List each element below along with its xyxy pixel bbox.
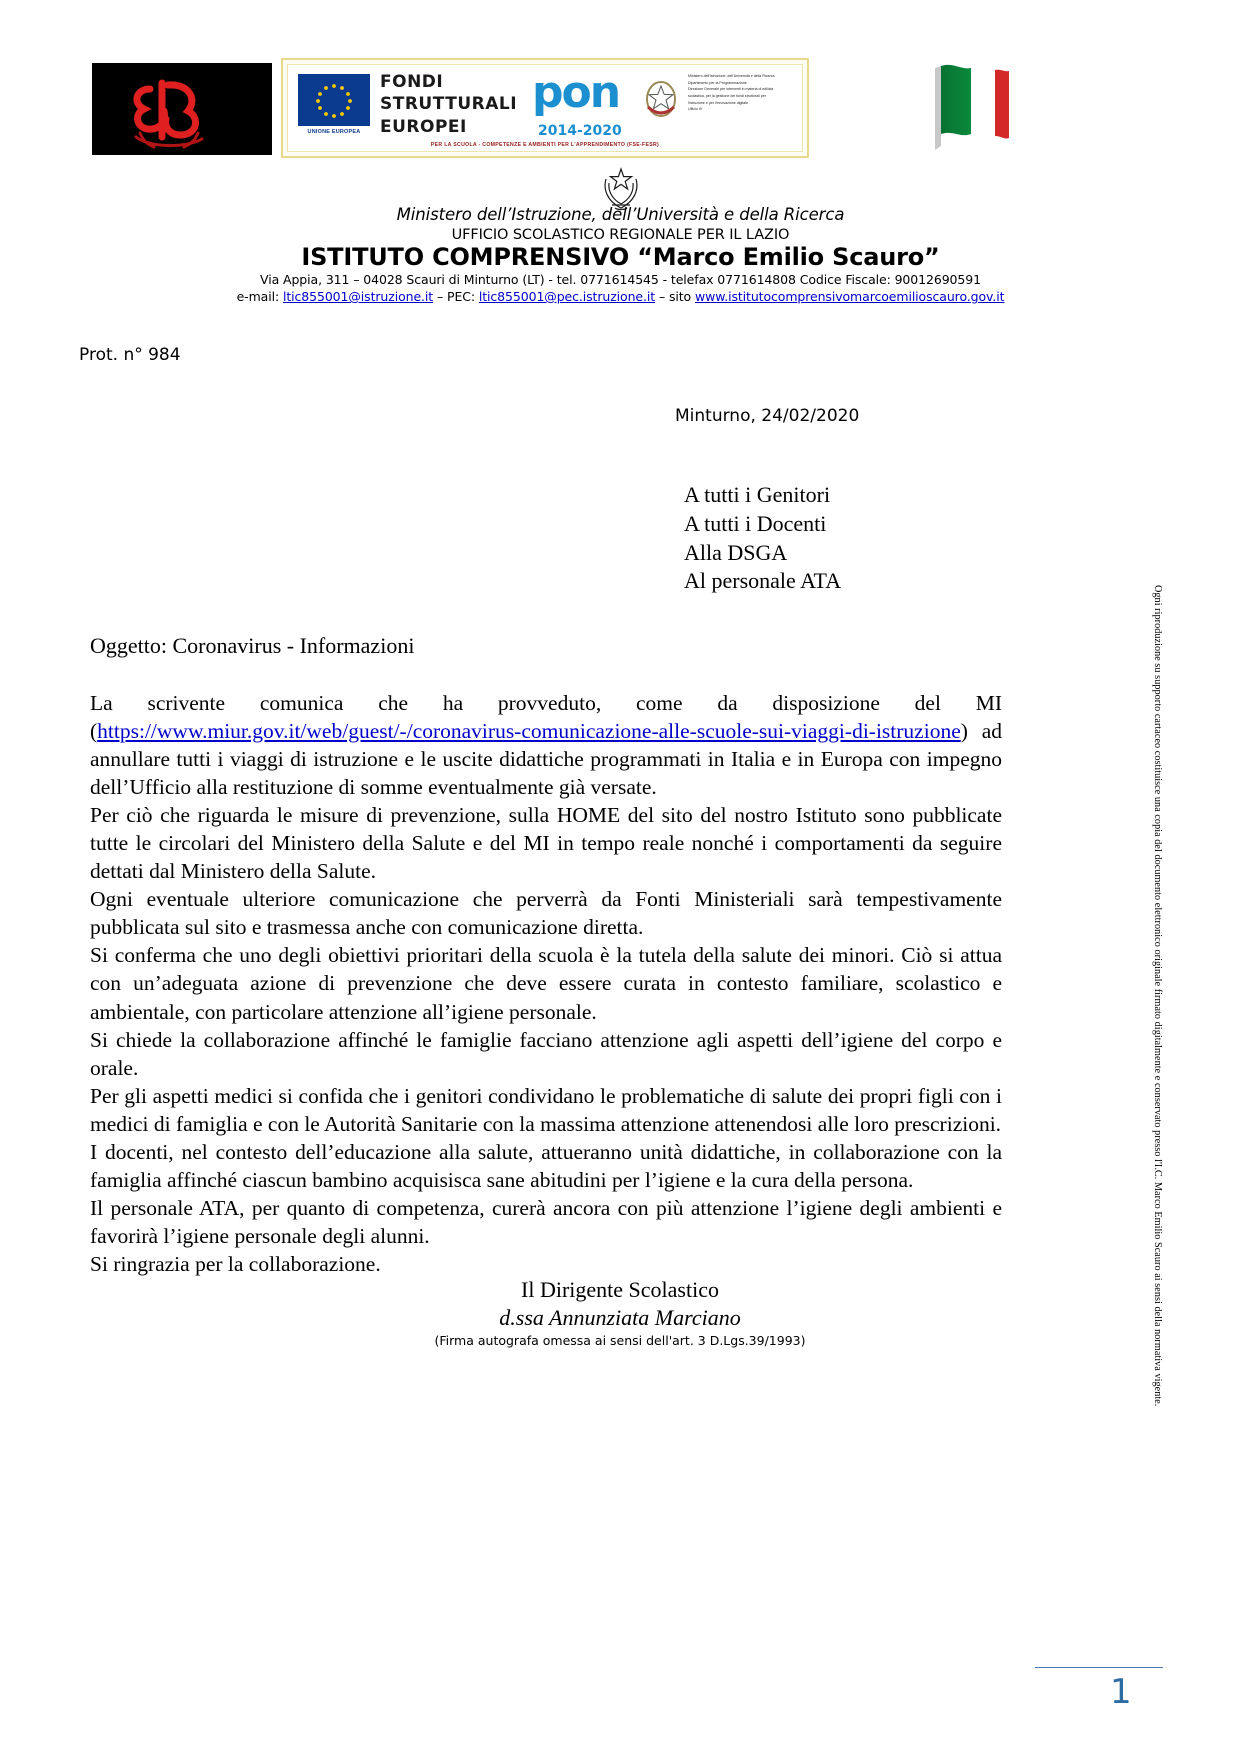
signature-role: Il Dirigente Scolastico xyxy=(521,1277,719,1302)
pec-label: PEC: xyxy=(447,289,475,304)
paragraph-1-paren-open: ( xyxy=(90,719,98,744)
recipients-block xyxy=(684,481,841,596)
paragraph-1-first-line: La scrivente comunica che ha provveduto, come da disposizione del MI xyxy=(90,691,1002,715)
protocol-number: Prot. n° 984 xyxy=(79,345,181,365)
pon-miur-line-0: Ministero dell'Istruzione, dell'Università e della Ricerca xyxy=(688,74,775,78)
footer-divider xyxy=(1035,1667,1163,1668)
signature-name: d.ssa Annunziata Marciano xyxy=(499,1305,741,1330)
paragraph-1-rest: ) ad annullare tutti i viaggi di istruzione e le uscite didattiche programmati in Italia e in Europa con impegno dell’Ufficio alla restituzione di somme eventualmente già versate. xyxy=(90,719,1002,800)
recipient-line: A tutti i Docenti xyxy=(684,510,827,536)
margin-copy-notice: Ogni riproduzione su supporto cartaceo costituisce una copia del documento elettronico originale firmato digitalmente e conservato presso l'I.C. Marco Emilio Scauro ai sensi della normativa vigente. xyxy=(1152,585,1163,1407)
header-contacts-line xyxy=(0,289,1241,304)
pon-fondi-line1: FONDI xyxy=(380,72,444,92)
place-and-date: Minturno, 24/02/2020 xyxy=(675,406,860,426)
subject-line: Oggetto: Coronavirus - Informazioni xyxy=(90,633,415,658)
paragraph-1 xyxy=(90,689,1002,801)
recipient-line: A tutti i Genitori xyxy=(684,482,831,507)
pon-fondi-line3: EUROPEI xyxy=(380,116,467,137)
pon-miur-line-3: scolastica, per la gestione dei fondi strutturali per xyxy=(688,93,766,98)
header-institute-name: ISTITUTO COMPRENSIVO “Marco Emilio Scauro” xyxy=(301,243,940,271)
republic-emblem-icon xyxy=(640,73,682,127)
signature-note: (Firma autografa omessa ai sensi dell'art. 3 D.Lgs.39/1993) xyxy=(434,1333,806,1348)
pon-fondi-strutturali-banner xyxy=(281,58,809,158)
pon-wordmark: pon xyxy=(532,67,620,118)
miur-coronavirus-link[interactable]: https://www.miur.gov.it/web/guest/-/coronavirus-comunicazione-alle-scuole-sui-viaggi-di-istruzione xyxy=(97,719,961,744)
header-logo-strip xyxy=(0,58,1241,158)
contacts-separator-2: – xyxy=(658,289,666,304)
paragraph-3: Ogni eventuale ulteriore comunicazione che perverrà da Fonti Ministeriali sarà tempestivamente pubblicata sul sito e trasmessa anche con comunicazione diretta. xyxy=(90,887,1002,940)
pon-miur-line-4: l'istruzione e per l'innovazione digitale xyxy=(688,100,749,105)
paragraph-5: Si chiede la collaborazione affinché le famiglie facciano attenzione agli aspetti dell’igiene del corpo e orale. xyxy=(90,1027,1002,1080)
italian-flag-icon xyxy=(915,60,1011,158)
pon-program-subtitle: PER LA SCUOLA - COMPETENZE E AMBIENTI PER L'APPRENDIMENTO (FSE-FESR) xyxy=(430,142,660,148)
recipient-line: Al personale ATA xyxy=(684,568,842,594)
pon-miur-line-2: Direzione Generale per interventi in materia di edilizia xyxy=(688,87,774,92)
pec-link[interactable]: ltic855001@pec.istruzione.it xyxy=(478,289,656,304)
contacts-separator-1: – xyxy=(436,289,444,304)
letter-body xyxy=(90,689,1002,1278)
paragraph-8: Il personale ATA, per quanto di competenza, curerà ancora con più attenzione l’igiene degli ambienti e favorirà l’igiene personale degli alunni. xyxy=(90,1195,1002,1248)
email-link[interactable]: ltic855001@istruzione.it xyxy=(282,289,434,304)
header-address-line: Via Appia, 311 – 04028 Scauri di Minturno (LT) - tel. 0771614545 - telefax 0771614808 Codice Fiscale: 90012690591 xyxy=(260,272,981,287)
site-label: sito xyxy=(668,289,692,304)
paragraph-4: Si conferma che uno degli obiettivi prioritari della scuola è la tutela della salute dei minori. Ciò si attua con un’adeguata azione di prevenzione che deve essere curata in contesto familiare, scolastico e ambientale, con particolare attenzione all’igiene personale. xyxy=(90,943,1002,1024)
recipient-line: Alla DSGA xyxy=(684,539,788,565)
pon-fondi-line2: STRUTTURALI xyxy=(380,94,518,115)
paragraph-2: Per ciò che riguarda le misure di prevenzione, sulla HOME del sito del nostro Istituto sono pubblicate tutte le circolari del Ministero della Salute e del MI in tempo reale nonché i comportamenti da seguire dettati dal Ministero della Salute. xyxy=(90,803,1002,884)
paragraph-6: Per gli aspetti medici si confida che i genitori condividano le problematiche di salute dei propri figli con i medici di famiglia e con le Autorità Sanitarie con la massima attenzione attenendosi alle loro prescrizioni. xyxy=(90,1083,1002,1136)
email-label: e-mail: xyxy=(236,289,280,304)
eu-flag-icon xyxy=(298,74,370,126)
paragraph-9: Si ringrazia per la collaborazione. xyxy=(90,1251,381,1276)
page-number: 1 xyxy=(1110,1672,1132,1712)
eu-union-label: UNIONE EUROPEA xyxy=(307,129,361,135)
school-crest-logo xyxy=(92,63,272,155)
website-link[interactable]: www.istitutocomprensivomarcoemilioscauro.gov.it xyxy=(694,289,1005,304)
pon-miur-line-5: Ufficio IV xyxy=(688,107,703,112)
pon-miur-descriptor xyxy=(688,73,800,113)
header-regional-office: UFFICIO SCOLASTICO REGIONALE PER IL LAZIO xyxy=(451,227,790,243)
pon-years-label: 2014-2020 xyxy=(538,123,622,139)
pon-miur-line-1: Dipartimento per la Programmazione xyxy=(688,80,747,85)
pon-fondi-text xyxy=(380,71,530,138)
paragraph-7: I docenti, nel contesto dell’educazione alla salute, attueranno unità didattiche, in collaborazione con la famiglia affinché ciascun bambino acquisisca sane abitudini per l’igiene e la cura della persona. xyxy=(90,1139,1002,1192)
header-ministry-name: Ministero dell’Istruzione, dell’Università e della Ricerca xyxy=(396,205,845,224)
